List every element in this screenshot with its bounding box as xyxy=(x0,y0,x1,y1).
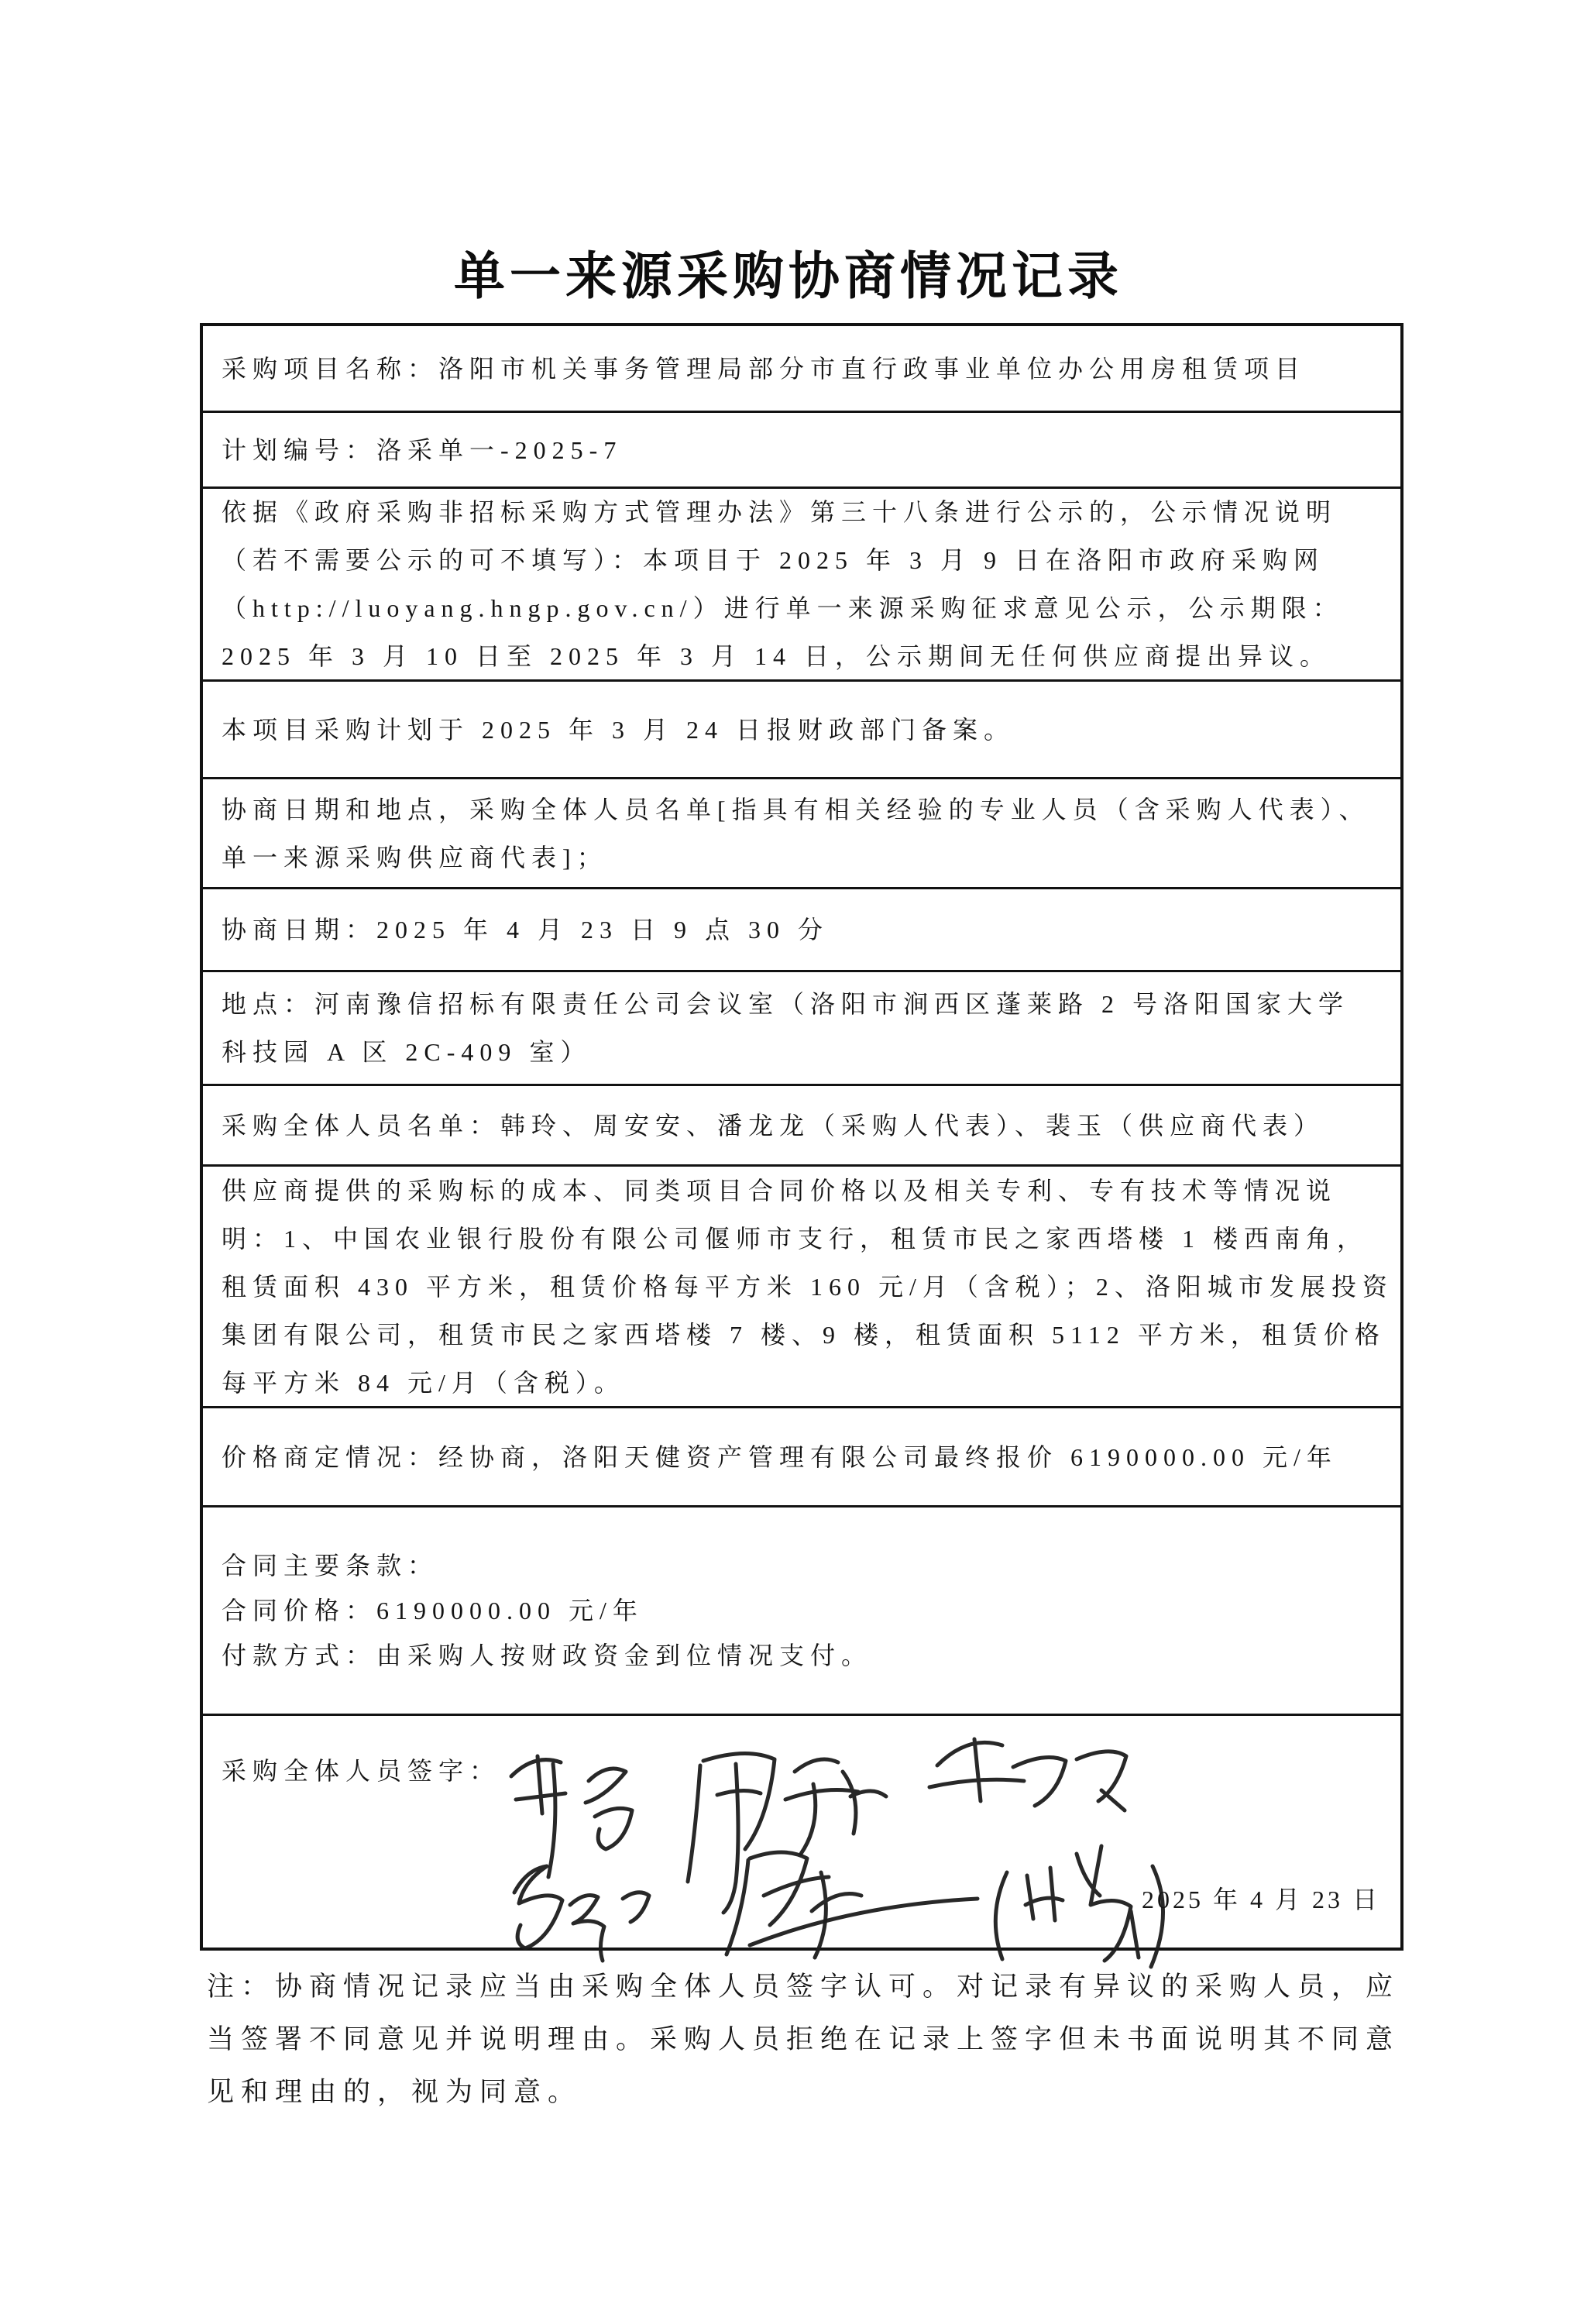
row-text: 供应商提供的采购标的成本、同类项目合同价格以及相关专利、专有技术等情况说 xyxy=(222,1176,1338,1205)
row-text: （http://luoyang.hngp.gov.cn/）进行单一来源采购征求意见公示，公示期限： xyxy=(222,594,1344,622)
row-text: 科技园 A 区 2C-409 室） xyxy=(222,1038,592,1066)
row-text: 合同价格：6190000.00 元/年 xyxy=(222,1597,644,1624)
row-text: （若不需要公示的可不填写）：本项目于 2025 年 3 月 9 日在洛阳市政府采购网 xyxy=(222,546,1325,574)
table-row-plan-number xyxy=(203,413,1400,489)
row-text: 2025 年 3 月 10 日至 2025 年 3 月 14 日，公示期间无任何供应商提出异议。 xyxy=(222,642,1331,670)
signature-peiyu-supervisor xyxy=(727,1846,1163,1967)
row-text: 依据《政府采购非招标采购方式管理办法》第三十八条进行公示的，公示情况说明 xyxy=(222,498,1338,526)
row-text: 集团有限公司，租赁市民之家西塔楼 7 楼、9 楼，租赁面积 5112 平方米，租赁价格 xyxy=(222,1320,1386,1349)
table-row-negotiation-date xyxy=(203,889,1400,972)
table-row-supplier-cost-info xyxy=(203,1167,1400,1408)
row-text: 采购项目名称：洛阳市机关事务管理局部分市直行政事业单位办公用房租赁项目 xyxy=(222,354,1307,383)
row-text: 付款方式：由采购人按财政资金到位情况支付。 xyxy=(222,1642,873,1669)
row-text: 明：1、中国农业银行股份有限公司偃师市支行，租赁市民之家西塔楼 1 楼西南角， xyxy=(222,1224,1369,1253)
row-text: 价格商定情况：经协商，洛阳天健资产管理有限公司最终报价 6190000.00 元/年 xyxy=(222,1442,1338,1471)
signature-label: 采购全体人员签字： xyxy=(222,1757,501,1785)
table-row-publicity-statement xyxy=(203,489,1400,682)
footnote-line: 当签署不同意见并说明理由。采购人员拒绝在记录上签字但未书面说明其不同意 xyxy=(207,2024,1400,2054)
row-text: 本项目采购计划于 2025 年 3 月 24 日报财政部门备案。 xyxy=(222,715,1015,744)
row-text: 每平方米 84 元/月（含税）。 xyxy=(222,1368,625,1397)
table-row-price-agreement xyxy=(203,1408,1400,1508)
row-text: 计划编号：洛采单一-2025-7 xyxy=(222,435,623,464)
table-row-contract-terms xyxy=(203,1508,1400,1716)
row-text: 地点：河南豫信招标有限责任公司会议室（洛阳市涧西区蓬莱路 2 号洛阳国家大学 xyxy=(222,990,1350,1018)
row-text: 单一来源采购供应商代表]； xyxy=(222,843,608,871)
table-row-signatures xyxy=(203,1716,1400,1948)
document-title: 单一来源采购协商情况记录 xyxy=(454,247,1123,304)
footnote-line: 见和理由的，视为同意。 xyxy=(207,2077,582,2107)
record-table xyxy=(200,323,1403,1951)
table-row-project-name xyxy=(203,326,1400,413)
signature-date: 2025 年 4 月 23 日 xyxy=(1141,1886,1380,1913)
table-row-negotiation-header xyxy=(203,779,1400,889)
table-row-location xyxy=(203,972,1400,1086)
row-text: 协商日期和地点，采购全体人员名单[指具有相关经验的专业人员（含采购人代表）、 xyxy=(222,795,1370,823)
signature-wei xyxy=(514,1866,649,1961)
row-text: 协商日期：2025 年 4 月 23 日 9 点 30 分 xyxy=(222,916,830,944)
table-row-filing-plan xyxy=(203,682,1400,779)
row-text: 采购全体人员名单：韩玲、周安安、潘龙龙（采购人代表）、裴玉（供应商代表） xyxy=(222,1111,1325,1140)
row-text: 合同主要条款： xyxy=(222,1552,439,1580)
table-row-personnel-list xyxy=(203,1086,1400,1167)
footnote xyxy=(207,1961,1415,2119)
row-text: 租赁面积 430 平方米，租赁价格每平方米 160 元/月（含税）；2、洛阳城市发展投资 xyxy=(222,1272,1393,1301)
footnote-line: 注：协商情况记录应当由采购全体人员签字认可。对记录有异议的采购人员，应 xyxy=(207,1972,1400,2002)
